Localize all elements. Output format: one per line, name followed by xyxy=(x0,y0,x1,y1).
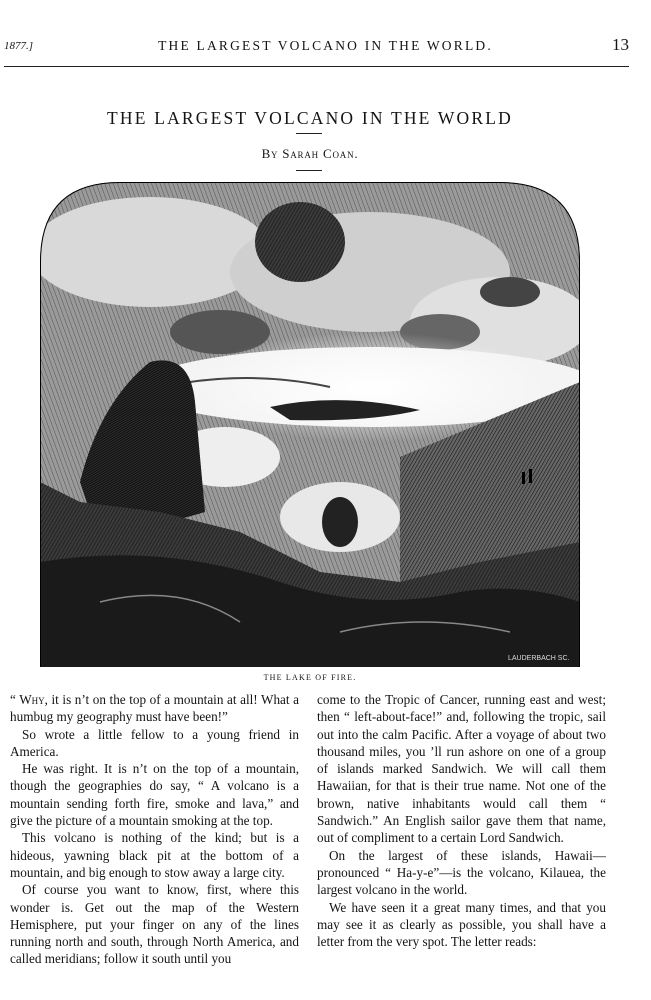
paragraph-lead: “ Why, xyxy=(10,692,48,707)
paragraph-text: it is n’t on the top of a mountain at all! What a humbug my geography must have been!” xyxy=(10,692,299,725)
lake-of-fire-engraving xyxy=(40,182,580,667)
running-head-year: 1877.] xyxy=(4,40,34,52)
paragraph: come to the Tropic of Cancer, running east and west; then “ left-about-face!” and, following the tropic, sail out into the calm Pacific. After a voyage of about two thousand miles, you ’ll run ashore on one of a group of islands marked Sandwich. We will call them Hawaiian, for that is their true name. Not one of the brown, native inhabitants would call them “ Sandwich.” An English sailor gave them that name, out of compliment to a certain Lord Sandwich. xyxy=(317,692,606,846)
title-rule xyxy=(296,133,322,134)
paragraph: He was right. It is n’t on the top of a mountain, though the geographies do say, “ A volcano is a mountain sending forth fire, smoke and lava,” and give the picture of a mountain smoking at the top. xyxy=(10,761,299,829)
page-number: 13 xyxy=(612,35,629,54)
byline-rule xyxy=(296,170,322,171)
byline-prefix: By xyxy=(261,146,279,161)
engraver-signature: LAUDERBACH SC. xyxy=(508,655,570,662)
paragraph: On the largest of these islands, Hawaii—pronounced “ Ha-y-e”—is the volcano, Kilauea, the largest volcano in the world. xyxy=(317,847,606,898)
author-name: Sarah Coan. xyxy=(282,146,359,161)
paragraph: We have seen it a great many times, and that you may see it as clearly as possible, you shall have a letter from the very spot. The letter reads: xyxy=(317,899,606,950)
running-head xyxy=(0,30,651,58)
body-column-right xyxy=(317,691,606,950)
figure-caption: THE LAKE OF FIRE. xyxy=(263,673,357,682)
paragraph: So wrote a little fellow to a young friend in America. xyxy=(10,726,299,759)
paragraph xyxy=(10,691,299,726)
running-head-rule xyxy=(4,66,629,67)
paragraph: This volcano is nothing of the kind; but is a hideous, yawning black pit at the bottom of a mountain, and big enough to stow away a large city. xyxy=(10,830,299,880)
body-column-left xyxy=(10,691,299,968)
paragraph: Of course you want to know, first, where this wonder is. Get out the map of the Western Hemisphere, put your finger on any of the lines running north and south, through North America, and called meridians; follow it south until you xyxy=(10,882,299,967)
byline xyxy=(0,146,620,162)
article-title: THE LARGEST VOLCANO IN THE WORLD xyxy=(107,108,513,128)
running-head-title: THE LARGEST VOLCANO IN THE WORLD. xyxy=(158,38,493,53)
